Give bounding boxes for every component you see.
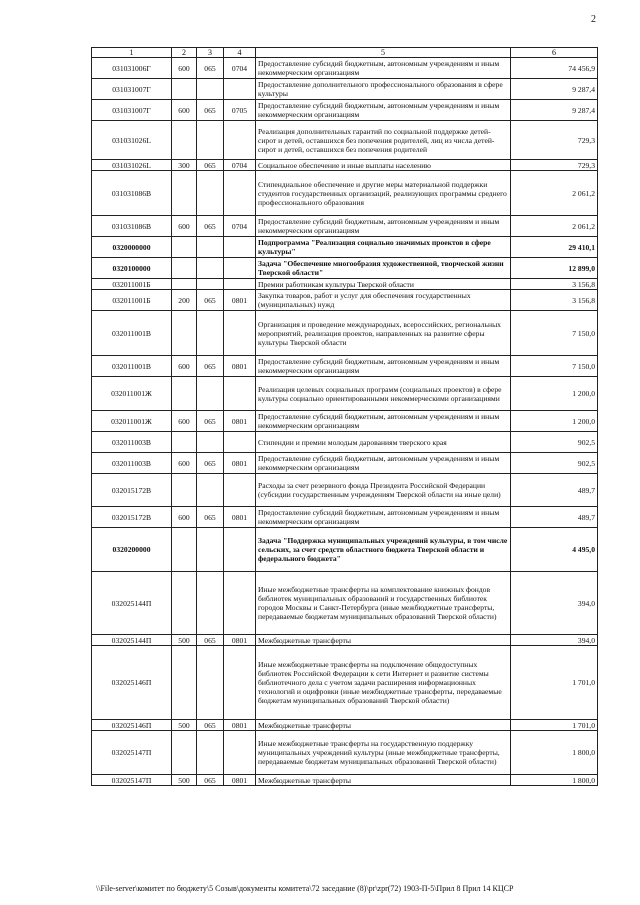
description-cell: Задача "Поддержка муниципальных учреждений культуры, в том числе сельских, за счет средств областного бюджета Тверской области и федерального бюджета" [256, 528, 511, 572]
amount-cell: 902,5 [511, 432, 598, 453]
classification-code-cell: 032025147П [92, 775, 172, 786]
table-row [92, 121, 598, 160]
description-cell: Предоставление субсидий бюджетным, автономным учреждениям и иным некоммерческим организациям [256, 100, 511, 121]
amount-cell: 1 200,0 [511, 411, 598, 432]
section-cell [224, 646, 256, 720]
table-row [92, 507, 598, 528]
section-cell: 0801 [224, 356, 256, 377]
department-cell [197, 646, 224, 720]
department-cell: 065 [197, 356, 224, 377]
description-cell: Подпрограмма "Реализация социально значимых проектов в сфере культуры" [256, 237, 511, 258]
table-row [92, 377, 598, 411]
classification-code-cell: 031031006Г [92, 58, 172, 79]
description-cell: Предоставление субсидий бюджетным, автономным учреждениям и иным некоммерческим организациям [256, 411, 511, 432]
classification-code-cell: 032011001Ж [92, 411, 172, 432]
table-row [92, 279, 598, 290]
classification-code-cell: 032025146П [92, 720, 172, 731]
amount-cell: 394,0 [511, 635, 598, 646]
table-row [92, 237, 598, 258]
department-cell [197, 279, 224, 290]
department-cell: 065 [197, 100, 224, 121]
section-cell: 0704 [224, 160, 256, 171]
amount-cell: 902,5 [511, 453, 598, 474]
description-cell: Межбюджетные трансферты [256, 635, 511, 646]
expense-type-cell: 600 [172, 356, 197, 377]
table-row [92, 171, 598, 216]
section-cell: 0801 [224, 507, 256, 528]
description-cell: Премии работникам культуры Тверской области [256, 279, 511, 290]
table-row [92, 453, 598, 474]
table-row [92, 356, 598, 377]
section-cell: 0704 [224, 58, 256, 79]
department-cell [197, 731, 224, 775]
description-cell: Межбюджетные трансферты [256, 775, 511, 786]
expense-type-cell [172, 432, 197, 453]
amount-cell: 729,3 [511, 160, 598, 171]
description-cell: Расходы за счет резервного фонда Президента Российской Федерации (субсидии государственным учреждениям Тверской области на иные цели) [256, 474, 511, 507]
classification-code-cell: 031031007Г [92, 100, 172, 121]
section-cell [224, 121, 256, 160]
expense-type-cell [172, 279, 197, 290]
expense-type-cell [172, 731, 197, 775]
section-cell: 0704 [224, 216, 256, 237]
expense-type-cell [172, 646, 197, 720]
department-cell: 065 [197, 58, 224, 79]
column-header: 5 [256, 48, 511, 58]
table-row [92, 160, 598, 171]
classification-code-cell: 031031086В [92, 216, 172, 237]
column-number-row [92, 48, 598, 58]
amount-cell: 3 156,8 [511, 290, 598, 311]
expense-type-cell [172, 528, 197, 572]
description-cell: Социальное обеспечение и иные выплаты населению [256, 160, 511, 171]
department-cell [197, 311, 224, 356]
description-cell: Задача "Обеспечение многообразия художественной, творческой жизни Тверской области" [256, 258, 511, 279]
expense-type-cell: 500 [172, 775, 197, 786]
section-cell [224, 377, 256, 411]
department-cell [197, 474, 224, 507]
department-cell [197, 237, 224, 258]
amount-cell: 1 701,0 [511, 646, 598, 720]
expense-type-cell: 300 [172, 160, 197, 171]
classification-code-cell: 032011001В [92, 356, 172, 377]
description-cell: Иные межбюджетные трансферты на государственную поддержку муниципальных учреждений культуры (иные межбюджетные трансферты, передаваемые бюджетам муниципальных образований Тверской области) [256, 731, 511, 775]
table-row [92, 58, 598, 79]
amount-cell: 2 061,2 [511, 171, 598, 216]
amount-cell: 1 800,0 [511, 775, 598, 786]
table-row [92, 216, 598, 237]
table-row [92, 635, 598, 646]
section-cell: 0801 [224, 411, 256, 432]
department-cell: 065 [197, 160, 224, 171]
amount-cell: 1 200,0 [511, 377, 598, 411]
table-row [92, 311, 598, 356]
expense-type-cell [172, 171, 197, 216]
classification-code-cell: 031031026L [92, 121, 172, 160]
section-cell [224, 572, 256, 635]
column-header: 1 [92, 48, 172, 58]
expense-type-cell: 500 [172, 720, 197, 731]
description-cell: Предоставление субсидий бюджетным, автономным учреждениям и иным некоммерческим организациям [256, 216, 511, 237]
amount-cell: 7 150,0 [511, 356, 598, 377]
amount-cell: 394,0 [511, 572, 598, 635]
classification-code-cell: 032015172В [92, 507, 172, 528]
table-row [92, 79, 598, 100]
amount-cell: 1 800,0 [511, 731, 598, 775]
section-cell: 0801 [224, 720, 256, 731]
classification-code-cell: 032011001Б [92, 279, 172, 290]
expense-type-cell [172, 237, 197, 258]
classification-code-cell: 032025144П [92, 572, 172, 635]
classification-code-cell: 032011001Б [92, 290, 172, 311]
classification-code-cell: 031031026L [92, 160, 172, 171]
section-cell [224, 432, 256, 453]
section-cell: 0801 [224, 290, 256, 311]
classification-code-cell: 032011003В [92, 453, 172, 474]
table-body [92, 58, 598, 786]
section-cell [224, 731, 256, 775]
department-cell [197, 171, 224, 216]
section-cell: 0705 [224, 100, 256, 121]
amount-cell: 9 287,4 [511, 79, 598, 100]
table-row [92, 474, 598, 507]
section-cell [224, 171, 256, 216]
amount-cell: 1 701,0 [511, 720, 598, 731]
classification-code-cell: 032011001Ж [92, 377, 172, 411]
expense-type-cell [172, 121, 197, 160]
description-cell: Иные межбюджетные трансферты на комплектование книжных фондов библиотек муниципальных образований и государственных библиотек городов Москвы и Санкт-Петербурга (иные межбюджетные трансферты, передаваемые бюджетам муниципальных образований Тверской области) [256, 572, 511, 635]
section-cell [224, 258, 256, 279]
amount-cell: 4 495,0 [511, 528, 598, 572]
amount-cell: 7 150,0 [511, 311, 598, 356]
amount-cell: 489,7 [511, 474, 598, 507]
department-cell [197, 121, 224, 160]
classification-code-cell: 032011003В [92, 432, 172, 453]
section-cell [224, 311, 256, 356]
classification-code-cell: 032025144П [92, 635, 172, 646]
classification-code-cell: 032025147П [92, 731, 172, 775]
department-cell [197, 79, 224, 100]
page-number: 2 [591, 14, 596, 25]
column-header: 3 [197, 48, 224, 58]
table-row [92, 572, 598, 635]
description-cell: Реализация дополнительных гарантий по социальной поддержке детей-сирот и детей, оставшихся без попечения родителей, лиц из числа детей-сирот и детей, оставшихся без попечения родителей [256, 121, 511, 160]
department-cell [197, 528, 224, 572]
budget-table [91, 47, 598, 786]
description-cell: Предоставление субсидий бюджетным, автономным учреждениям и иным некоммерческим организациям [256, 507, 511, 528]
column-header: 6 [511, 48, 598, 58]
department-cell: 065 [197, 507, 224, 528]
expense-type-cell: 600 [172, 216, 197, 237]
classification-code-cell: 0320100000 [92, 258, 172, 279]
table-row [92, 258, 598, 279]
amount-cell: 74 456,9 [511, 58, 598, 79]
description-cell: Межбюджетные трансферты [256, 720, 511, 731]
table-row [92, 646, 598, 720]
section-cell [224, 79, 256, 100]
section-cell: 0801 [224, 635, 256, 646]
classification-code-cell: 031031007Г [92, 79, 172, 100]
expense-type-cell: 600 [172, 411, 197, 432]
department-cell [197, 572, 224, 635]
expense-type-cell [172, 311, 197, 356]
department-cell [197, 432, 224, 453]
description-cell: Иные межбюджетные трансферты на подключение общедоступных библиотек Российской Федерации к сети Интернет и развитие системы библиотечного дела с учетом задачи расширения информационных технологий и оцифровки (иные межбюджетные трансферты, передаваемые бюджетам муниципальных образований Тверской области) [256, 646, 511, 720]
description-cell: Предоставление субсидий бюджетным, автономным учреждениям и иным некоммерческим организациям [256, 58, 511, 79]
description-cell: Закупка товаров, работ и услуг для обеспечения государственных (муниципальных) нужд [256, 290, 511, 311]
classification-code-cell: 032025146П [92, 646, 172, 720]
description-cell: Организация и проведение международных, всероссийских, региональных мероприятий, реализация проектов, направленных на развитие сферы культуры Тверской области [256, 311, 511, 356]
department-cell: 065 [197, 635, 224, 646]
department-cell: 065 [197, 216, 224, 237]
description-cell: Реализация целевых социальных программ (социальных проектов) в сфере культуры социально ориентированными некоммерческими организациями [256, 377, 511, 411]
section-cell [224, 474, 256, 507]
section-cell: 0801 [224, 775, 256, 786]
department-cell [197, 377, 224, 411]
table-row [92, 720, 598, 731]
file-path-footer: \\File-server\комитет по бюджету\5 Созыв\документы комитета\72 заседание (8)\pr\zpr(72) 1903-П-5\Прил 8 Прил 14 КЦСР [96, 884, 514, 893]
classification-code-cell: 032011001В [92, 311, 172, 356]
description-cell: Предоставление субсидий бюджетным, автономным учреждениям и иным некоммерческим организациям [256, 356, 511, 377]
table-row [92, 290, 598, 311]
expense-type-cell [172, 258, 197, 279]
expense-type-cell [172, 474, 197, 507]
amount-cell: 9 287,4 [511, 100, 598, 121]
expense-type-cell [172, 79, 197, 100]
amount-cell: 2 061,2 [511, 216, 598, 237]
table-row [92, 528, 598, 572]
section-cell [224, 237, 256, 258]
department-cell: 065 [197, 775, 224, 786]
expense-type-cell: 600 [172, 100, 197, 121]
department-cell: 065 [197, 453, 224, 474]
expense-type-cell: 600 [172, 453, 197, 474]
amount-cell: 29 410,1 [511, 237, 598, 258]
amount-cell: 729,3 [511, 121, 598, 160]
section-cell [224, 279, 256, 290]
description-cell: Стипендиальное обеспечение и другие меры материальной поддержки студентов государственных организаций, реализующих программы среднего профессионального образования [256, 171, 511, 216]
table-row [92, 731, 598, 775]
classification-code-cell: 031031086В [92, 171, 172, 216]
column-header: 4 [224, 48, 256, 58]
expense-type-cell: 200 [172, 290, 197, 311]
classification-code-cell: 032015172В [92, 474, 172, 507]
department-cell: 065 [197, 411, 224, 432]
description-cell: Стипендии и премии молодым дарованиям тверского края [256, 432, 511, 453]
expense-type-cell: 600 [172, 507, 197, 528]
amount-cell: 12 899,0 [511, 258, 598, 279]
table-row [92, 775, 598, 786]
classification-code-cell: 0320200000 [92, 528, 172, 572]
section-cell [224, 528, 256, 572]
description-cell: Предоставление дополнительного профессионального образования в сфере культуры [256, 79, 511, 100]
expense-type-cell [172, 572, 197, 635]
amount-cell: 3 156,8 [511, 279, 598, 290]
table-row [92, 100, 598, 121]
department-cell: 065 [197, 290, 224, 311]
table-row [92, 411, 598, 432]
column-header: 2 [172, 48, 197, 58]
table-row [92, 432, 598, 453]
amount-cell: 489,7 [511, 507, 598, 528]
classification-code-cell: 0320000000 [92, 237, 172, 258]
expense-type-cell [172, 377, 197, 411]
department-cell: 065 [197, 720, 224, 731]
expense-type-cell: 600 [172, 58, 197, 79]
section-cell: 0801 [224, 453, 256, 474]
department-cell [197, 258, 224, 279]
expense-type-cell: 500 [172, 635, 197, 646]
description-cell: Предоставление субсидий бюджетным, автономным учреждениям и иным некоммерческим организациям [256, 453, 511, 474]
